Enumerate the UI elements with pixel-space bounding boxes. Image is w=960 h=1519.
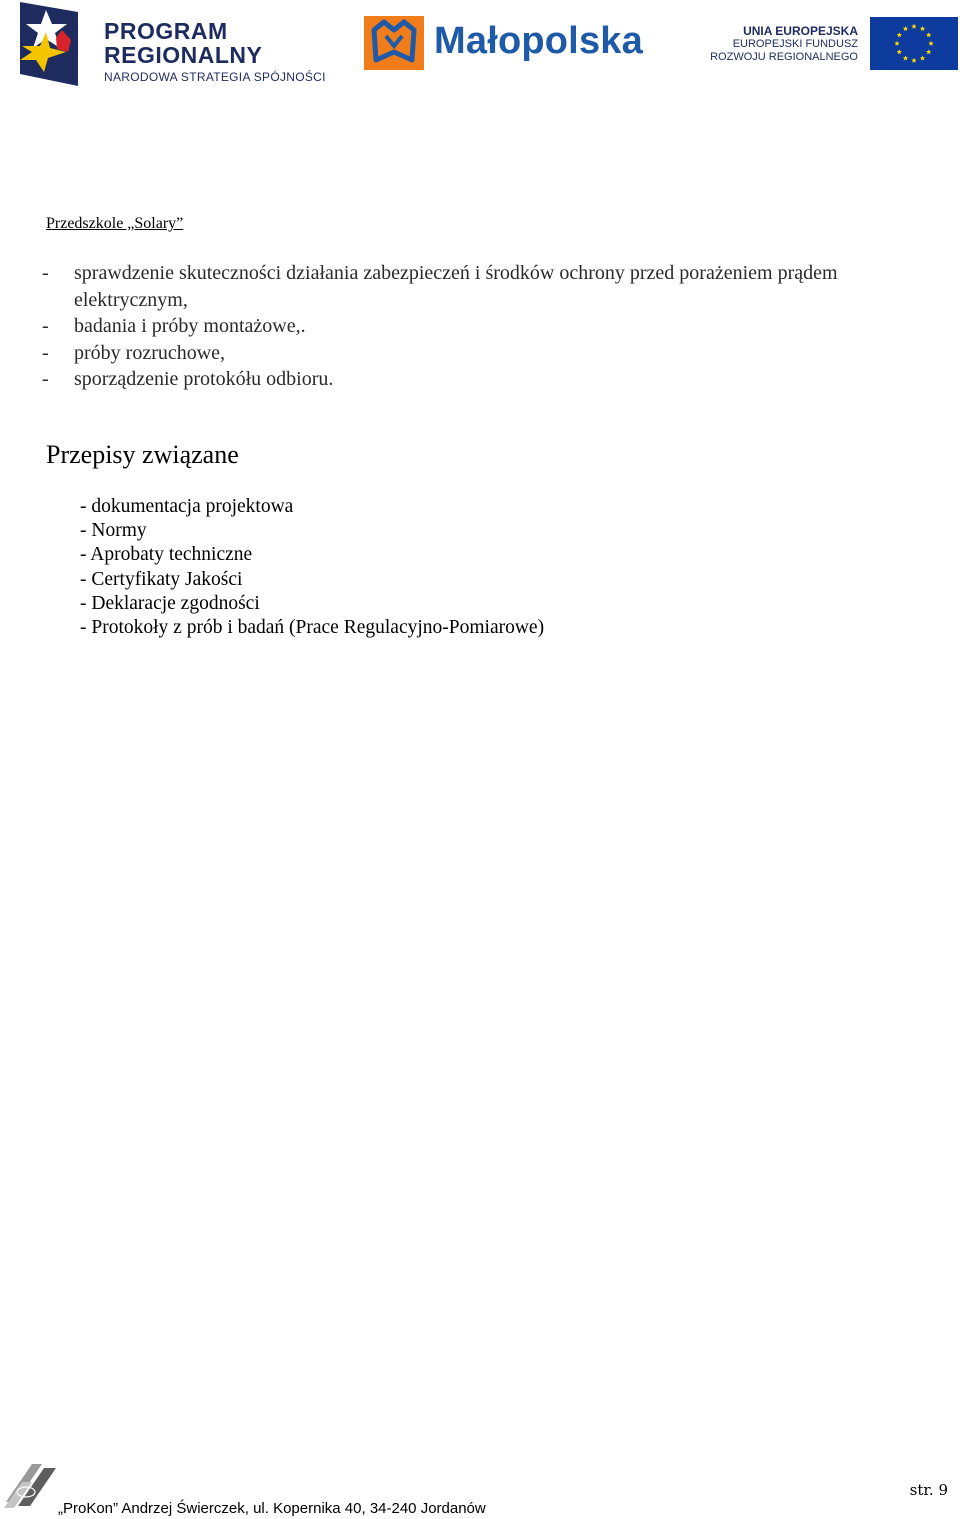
eu-star-icon bbox=[903, 26, 908, 31]
eu-star-icon bbox=[926, 49, 931, 54]
list-item: - dokumentacja projektowa bbox=[80, 496, 294, 517]
prokon-logo-icon bbox=[2, 1458, 58, 1514]
eu-star-icon bbox=[897, 32, 902, 37]
list-item bbox=[40, 313, 900, 340]
eu-star-icon bbox=[911, 58, 916, 63]
list-item-text: badania i próby montażowe,. bbox=[74, 315, 306, 337]
eu-logo bbox=[706, 17, 960, 71]
document-header-link[interactable]: Przedszkole „Solary” bbox=[46, 215, 184, 232]
malopolska-emblem-icon bbox=[364, 16, 424, 70]
footer-company-info: „ProKon” Andrzej Świerczek, ul. Kopernika 40, 34-240 Jordanów bbox=[58, 1500, 486, 1517]
list-item: - Deklaracje zgodności bbox=[80, 592, 260, 614]
eu-star-icon bbox=[928, 41, 933, 46]
program-logo-line3: NARODOWA STRATEGIA SPÓJNOŚCI bbox=[104, 70, 326, 84]
list-dash: - bbox=[42, 262, 49, 284]
program-logo-line1: PROGRAM bbox=[104, 18, 228, 44]
list-item bbox=[40, 340, 900, 367]
list-item-text: sporządzenie protokółu odbioru. bbox=[74, 368, 334, 390]
eu-star-icon bbox=[894, 41, 899, 46]
list-dash: - bbox=[42, 341, 49, 364]
eu-star-icon bbox=[911, 24, 916, 29]
eu-flag-icon bbox=[870, 17, 958, 70]
star-icon bbox=[16, 2, 86, 88]
list-item bbox=[40, 260, 900, 313]
eu-star-icon bbox=[903, 55, 908, 60]
list-dash: - bbox=[42, 315, 49, 337]
list-item-text: sprawdzenie skuteczności działania zabezpieczeń i środków ochrony przed porażeniem prądem elektrycznym, bbox=[74, 262, 838, 311]
list-item: - Certyfikaty Jakości bbox=[80, 568, 243, 590]
page-header-logos bbox=[0, 0, 960, 95]
list-item-text: próby rozruchowe, bbox=[74, 341, 226, 364]
program-regionalny-logo bbox=[16, 2, 326, 88]
program-logo-line2: REGIONALNY bbox=[104, 42, 263, 68]
section-title: Przepisy związane bbox=[46, 440, 239, 469]
eu-star-icon bbox=[926, 32, 931, 37]
eu-star-icon bbox=[897, 49, 902, 54]
eu-star-icon bbox=[920, 26, 925, 31]
list-item: - Normy bbox=[80, 520, 147, 542]
list-dash: - bbox=[42, 368, 49, 390]
malopolska-logo-text: Małopolska bbox=[434, 20, 643, 62]
eu-logo-line3: ROZWOJU REGIONALNEGO bbox=[710, 51, 858, 64]
malopolska-logo bbox=[364, 16, 664, 72]
eu-logo-line1: UNIA EUROPEJSKA bbox=[743, 24, 858, 38]
list-item bbox=[40, 366, 900, 393]
eu-star-icon bbox=[920, 55, 925, 60]
work-scope-list bbox=[40, 260, 900, 393]
list-item: - Protokoły z prób i badań (Prace Regulacyjno-Pomiarowe) bbox=[80, 617, 545, 639]
page-number: str. 9 bbox=[909, 1481, 948, 1499]
related-regulations-list bbox=[80, 495, 544, 640]
list-item: - Aprobaty techniczne bbox=[80, 544, 253, 566]
eu-logo-line2: EUROPEJSKI FUNDUSZ bbox=[732, 38, 858, 51]
